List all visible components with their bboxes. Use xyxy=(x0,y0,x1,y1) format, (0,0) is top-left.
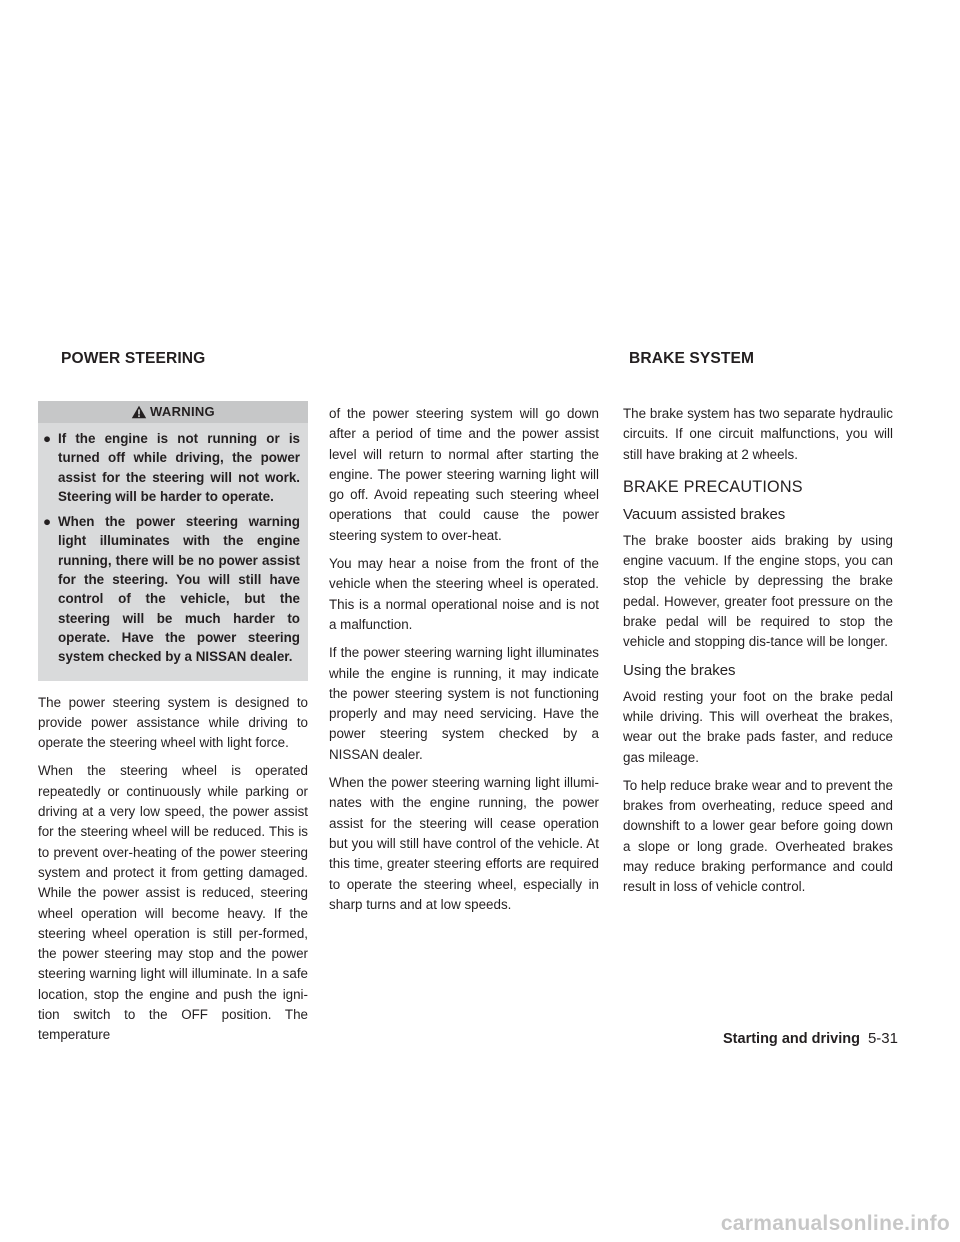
warning-item xyxy=(43,429,300,506)
paragraph-continuation: of the power steering system will go down after a period of time and the power assist level will return to normal after starting the engine. The power steering warning light will go off. Avoid repeating such steering wheel operations that could cause the power steering system to over-heat. xyxy=(329,406,599,543)
brake-intro: The brake system has two separate hydraulic circuits. If one circuit malfunctions, you will still have braking at 2 wheels. xyxy=(623,406,893,462)
footer-section-title: Starting and driving xyxy=(723,1031,860,1047)
warning-header xyxy=(38,401,308,423)
column-right xyxy=(623,404,893,906)
paragraph: When the power steering warning light illumi-nates with the engine running, the power assist for the steering will cease operation but you will still have control of the vehicle. At this time, greater steering efforts are required to operate the steering wheel, especially in sharp turns and at low speeds. xyxy=(329,775,599,912)
brake-system-heading: BRAKE SYSTEM xyxy=(629,350,755,367)
bullet-icon: ● xyxy=(43,514,52,530)
warning-item-text: If the engine is not running or is turned off while driving, the power assist for the steering will not work. Steering will be harder to operate. xyxy=(58,431,300,504)
page-footer xyxy=(723,1029,898,1049)
warning-triangle-icon xyxy=(131,405,147,419)
power-steering-heading: POWER STEERING xyxy=(61,350,206,367)
bullet-icon: ● xyxy=(43,431,52,446)
brake-precautions-heading: BRAKE PRECAUTIONS xyxy=(623,477,803,496)
paragraph: You may hear a noise from the front of the vehicle when the steering wheel is operated. This is a normal operational noise and is not a malfunction. xyxy=(329,556,599,632)
warning-list xyxy=(38,423,308,677)
using-brakes-heading: Using the brakes xyxy=(623,661,736,679)
column-left xyxy=(38,401,308,1046)
page-number: 5-31 xyxy=(867,1030,898,1047)
using-brakes-text: To help reduce brake wear and to prevent the brakes from overheating, reduce speed and downshift to a lower gear before going down a slope or long grade. Overheated brakes may reduce braking performance and could result in loss of vehicle control. xyxy=(623,777,893,895)
warning-item-text: When the power steering warning light illuminates with the engine running, there will be no power assist for the steering. You will still have control of the vehicle, but the steering will be much harder to operate. Have the power steering system checked by a NISSAN dealer. xyxy=(58,514,300,665)
warning-box xyxy=(38,401,308,681)
using-brakes-text: Avoid resting your foot on the brake pedal while driving. This will overheat the brakes, wear out the brake pads faster, and reduce gas mileage. xyxy=(623,688,893,765)
paragraph: If the power steering warning light illuminates while the engine is running, it may indicate the power steering system is not functioning properly and may need servicing. Have the power steering system checked by a NISSAN dealer. xyxy=(329,645,599,762)
column-middle xyxy=(329,404,599,923)
warning-item xyxy=(43,512,300,666)
warning-title: WARNING xyxy=(150,403,215,419)
vacuum-brakes-text: The brake booster aids braking by using engine vacuum. If the engine stops, you can stop the vehicle by depressing the brake pedal. However, greater foot pressure on the brake pedal will be required to stop the vehicle and stopping dis-tance will be longer. xyxy=(623,532,893,650)
vacuum-brakes-heading: Vacuum assisted brakes xyxy=(623,505,786,523)
paragraph-continued: When the steering wheel is operated repeatedly or continuously while parking or driving at a very low speed, the power assist for the steering wheel will be reduced. This is to prevent over-heating of the power steering system and protect it from getting damaged. While the power assist is reduced, steering wheel operation will become heavy. If the steering wheel operation is still per-formed, the power steering may stop and the power steering warning light will illuminate. In a safe location, stop the engine and push the igni-tion switch to the OFF position. The temperature xyxy=(38,763,308,1043)
paragraph: The power steering system is designed to provide power assistance while driving to operate the steering wheel with light force. xyxy=(38,694,308,751)
watermark: carmanualsonline.info xyxy=(720,1211,950,1235)
